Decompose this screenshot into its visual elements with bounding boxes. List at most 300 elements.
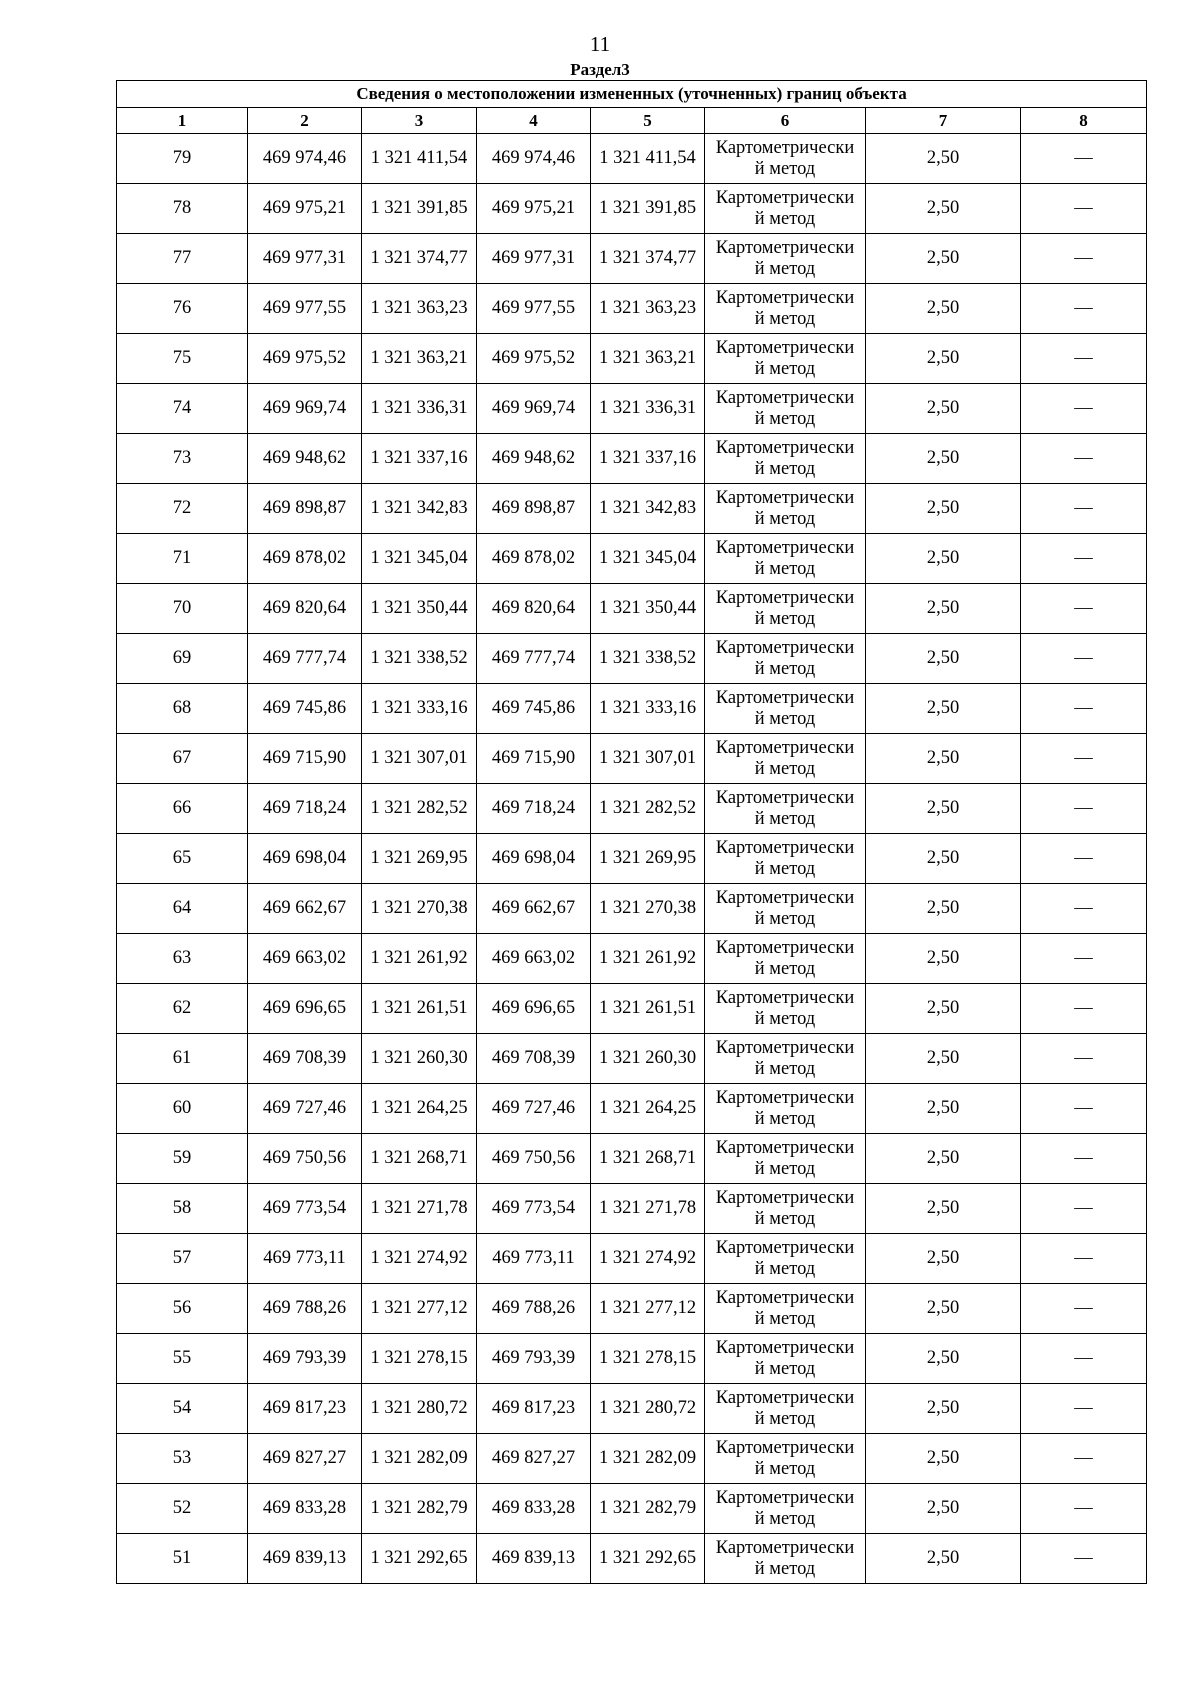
point-number-cell: 74 bbox=[117, 384, 248, 434]
y-existing-cell: 1 321 307,01 bbox=[362, 734, 477, 784]
note-cell: — bbox=[1021, 1034, 1147, 1084]
x-new-cell: 469 969,74 bbox=[477, 384, 591, 434]
accuracy-cell: 2,50 bbox=[866, 534, 1021, 584]
note-cell: — bbox=[1021, 1184, 1147, 1234]
accuracy-cell: 2,50 bbox=[866, 384, 1021, 434]
y-existing-cell: 1 321 342,83 bbox=[362, 484, 477, 534]
column-number: 8 bbox=[1021, 108, 1147, 134]
point-number-cell: 67 bbox=[117, 734, 248, 784]
method-line-1: Картометрически bbox=[715, 537, 855, 558]
column-number: 4 bbox=[477, 108, 591, 134]
x-existing-cell: 469 750,56 bbox=[248, 1134, 362, 1184]
method-cell bbox=[705, 1084, 866, 1134]
x-new-cell: 469 745,86 bbox=[477, 684, 591, 734]
y-new-cell: 1 321 292,65 bbox=[591, 1534, 705, 1584]
y-new-cell: 1 321 278,15 bbox=[591, 1334, 705, 1384]
method-line-1: Картометрически bbox=[715, 1437, 855, 1458]
table-row bbox=[117, 434, 1147, 484]
method-cell bbox=[705, 934, 866, 984]
method-line-2: й метод bbox=[754, 1408, 816, 1429]
point-number-cell: 64 bbox=[117, 884, 248, 934]
y-existing-cell: 1 321 270,38 bbox=[362, 884, 477, 934]
method-line-2: й метод bbox=[754, 608, 816, 629]
method-cell bbox=[705, 584, 866, 634]
table-row bbox=[117, 134, 1147, 184]
y-existing-cell: 1 321 350,44 bbox=[362, 584, 477, 634]
x-new-cell: 469 817,23 bbox=[477, 1384, 591, 1434]
method-cell bbox=[705, 284, 866, 334]
method-line-2: й метод bbox=[754, 458, 816, 479]
method-cell bbox=[705, 334, 866, 384]
column-number: 7 bbox=[866, 108, 1021, 134]
x-existing-cell: 469 788,26 bbox=[248, 1284, 362, 1334]
x-new-cell: 469 773,54 bbox=[477, 1184, 591, 1234]
method-cell bbox=[705, 484, 866, 534]
y-existing-cell: 1 321 264,25 bbox=[362, 1084, 477, 1134]
accuracy-cell: 2,50 bbox=[866, 234, 1021, 284]
method-cell bbox=[705, 1484, 866, 1534]
y-existing-cell: 1 321 271,78 bbox=[362, 1184, 477, 1234]
method-cell bbox=[705, 1234, 866, 1284]
accuracy-cell: 2,50 bbox=[866, 1384, 1021, 1434]
note-cell: — bbox=[1021, 484, 1147, 534]
method-cell bbox=[705, 734, 866, 784]
x-new-cell: 469 708,39 bbox=[477, 1034, 591, 1084]
column-number-row bbox=[117, 108, 1147, 134]
column-number: 6 bbox=[705, 108, 866, 134]
x-existing-cell: 469 745,86 bbox=[248, 684, 362, 734]
accuracy-cell: 2,50 bbox=[866, 1284, 1021, 1334]
x-new-cell: 469 977,55 bbox=[477, 284, 591, 334]
table-row bbox=[117, 734, 1147, 784]
table-caption: Сведения о местоположении измененных (уточненных) границ объекта bbox=[117, 81, 1147, 108]
note-cell: — bbox=[1021, 1284, 1147, 1334]
x-existing-cell: 469 833,28 bbox=[248, 1484, 362, 1534]
x-new-cell: 469 948,62 bbox=[477, 434, 591, 484]
x-existing-cell: 469 820,64 bbox=[248, 584, 362, 634]
y-existing-cell: 1 321 411,54 bbox=[362, 134, 477, 184]
column-number: 3 bbox=[362, 108, 477, 134]
y-existing-cell: 1 321 282,09 bbox=[362, 1434, 477, 1484]
method-line-1: Картометрически bbox=[715, 237, 855, 258]
method-cell bbox=[705, 834, 866, 884]
y-new-cell: 1 321 269,95 bbox=[591, 834, 705, 884]
method-cell bbox=[705, 884, 866, 934]
accuracy-cell: 2,50 bbox=[866, 1134, 1021, 1184]
point-number-cell: 70 bbox=[117, 584, 248, 634]
table-row bbox=[117, 234, 1147, 284]
y-new-cell: 1 321 282,79 bbox=[591, 1484, 705, 1534]
x-new-cell: 469 793,39 bbox=[477, 1334, 591, 1384]
y-existing-cell: 1 321 278,15 bbox=[362, 1334, 477, 1384]
method-cell bbox=[705, 684, 866, 734]
table-row bbox=[117, 884, 1147, 934]
method-line-2: й метод bbox=[754, 908, 816, 929]
y-new-cell: 1 321 264,25 bbox=[591, 1084, 705, 1134]
y-existing-cell: 1 321 261,51 bbox=[362, 984, 477, 1034]
page-number: 11 bbox=[589, 32, 611, 56]
note-cell: — bbox=[1021, 1534, 1147, 1584]
accuracy-cell: 2,50 bbox=[866, 1534, 1021, 1584]
accuracy-cell: 2,50 bbox=[866, 334, 1021, 384]
method-line-2: й метод bbox=[754, 1208, 816, 1229]
method-line-2: й метод bbox=[754, 1458, 816, 1479]
point-number-cell: 60 bbox=[117, 1084, 248, 1134]
method-cell bbox=[705, 1034, 866, 1084]
note-cell: — bbox=[1021, 884, 1147, 934]
note-cell: — bbox=[1021, 1484, 1147, 1534]
table-row bbox=[117, 934, 1147, 984]
table-row bbox=[117, 1134, 1147, 1184]
note-cell: — bbox=[1021, 984, 1147, 1034]
y-existing-cell: 1 321 282,79 bbox=[362, 1484, 477, 1534]
table-row bbox=[117, 684, 1147, 734]
x-existing-cell: 469 977,55 bbox=[248, 284, 362, 334]
y-existing-cell: 1 321 391,85 bbox=[362, 184, 477, 234]
method-line-2: й метод bbox=[754, 508, 816, 529]
accuracy-cell: 2,50 bbox=[866, 1034, 1021, 1084]
y-existing-cell: 1 321 269,95 bbox=[362, 834, 477, 884]
section-title: Раздел3 bbox=[570, 60, 630, 79]
note-cell: — bbox=[1021, 534, 1147, 584]
accuracy-cell: 2,50 bbox=[866, 734, 1021, 784]
x-existing-cell: 469 898,87 bbox=[248, 484, 362, 534]
note-cell: — bbox=[1021, 434, 1147, 484]
boundary-coordinates-table bbox=[116, 80, 1147, 1584]
accuracy-cell: 2,50 bbox=[866, 284, 1021, 334]
column-number: 5 bbox=[591, 108, 705, 134]
point-number-cell: 56 bbox=[117, 1284, 248, 1334]
method-line-1: Картометрически bbox=[715, 387, 855, 408]
point-number-cell: 69 bbox=[117, 634, 248, 684]
x-new-cell: 469 975,21 bbox=[477, 184, 591, 234]
point-number-cell: 62 bbox=[117, 984, 248, 1034]
accuracy-cell: 2,50 bbox=[866, 584, 1021, 634]
y-existing-cell: 1 321 363,21 bbox=[362, 334, 477, 384]
table-row bbox=[117, 1234, 1147, 1284]
table-row bbox=[117, 1484, 1147, 1534]
table-row bbox=[117, 1384, 1147, 1434]
accuracy-cell: 2,50 bbox=[866, 834, 1021, 884]
method-cell bbox=[705, 1134, 866, 1184]
method-line-2: й метод bbox=[754, 1058, 816, 1079]
y-new-cell: 1 321 336,31 bbox=[591, 384, 705, 434]
point-number-cell: 75 bbox=[117, 334, 248, 384]
accuracy-cell: 2,50 bbox=[866, 134, 1021, 184]
y-existing-cell: 1 321 261,92 bbox=[362, 934, 477, 984]
method-line-2: й метод bbox=[754, 408, 816, 429]
note-cell: — bbox=[1021, 234, 1147, 284]
accuracy-cell: 2,50 bbox=[866, 184, 1021, 234]
y-existing-cell: 1 321 345,04 bbox=[362, 534, 477, 584]
method-line-1: Картометрически bbox=[715, 837, 855, 858]
table-row bbox=[117, 1284, 1147, 1334]
method-line-2: й метод bbox=[754, 1308, 816, 1329]
x-new-cell: 469 718,24 bbox=[477, 784, 591, 834]
x-new-cell: 469 839,13 bbox=[477, 1534, 591, 1584]
y-new-cell: 1 321 280,72 bbox=[591, 1384, 705, 1434]
method-line-1: Картометрически bbox=[715, 587, 855, 608]
x-existing-cell: 469 663,02 bbox=[248, 934, 362, 984]
accuracy-cell: 2,50 bbox=[866, 634, 1021, 684]
x-new-cell: 469 977,31 bbox=[477, 234, 591, 284]
table-row bbox=[117, 284, 1147, 334]
point-number-cell: 57 bbox=[117, 1234, 248, 1284]
accuracy-cell: 2,50 bbox=[866, 984, 1021, 1034]
method-line-1: Картометрически bbox=[715, 137, 855, 158]
point-number-cell: 71 bbox=[117, 534, 248, 584]
point-number-cell: 77 bbox=[117, 234, 248, 284]
x-existing-cell: 469 777,74 bbox=[248, 634, 362, 684]
x-existing-cell: 469 948,62 bbox=[248, 434, 362, 484]
point-number-cell: 66 bbox=[117, 784, 248, 834]
y-existing-cell: 1 321 337,16 bbox=[362, 434, 477, 484]
note-cell: — bbox=[1021, 334, 1147, 384]
y-existing-cell: 1 321 338,52 bbox=[362, 634, 477, 684]
method-cell bbox=[705, 1334, 866, 1384]
method-line-1: Картометрически bbox=[715, 1087, 855, 1108]
x-new-cell: 469 820,64 bbox=[477, 584, 591, 634]
method-cell bbox=[705, 384, 866, 434]
x-new-cell: 469 662,67 bbox=[477, 884, 591, 934]
accuracy-cell: 2,50 bbox=[866, 884, 1021, 934]
note-cell: — bbox=[1021, 584, 1147, 634]
method-cell bbox=[705, 984, 866, 1034]
method-line-1: Картометрически bbox=[715, 1337, 855, 1358]
x-existing-cell: 469 773,54 bbox=[248, 1184, 362, 1234]
y-new-cell: 1 321 374,77 bbox=[591, 234, 705, 284]
method-cell bbox=[705, 1284, 866, 1334]
x-existing-cell: 469 773,11 bbox=[248, 1234, 362, 1284]
note-cell: — bbox=[1021, 834, 1147, 884]
point-number-cell: 73 bbox=[117, 434, 248, 484]
note-cell: — bbox=[1021, 1334, 1147, 1384]
table-row bbox=[117, 334, 1147, 384]
method-line-1: Картометрически bbox=[715, 287, 855, 308]
accuracy-cell: 2,50 bbox=[866, 1484, 1021, 1534]
y-new-cell: 1 321 271,78 bbox=[591, 1184, 705, 1234]
method-line-1: Картометрически bbox=[715, 1487, 855, 1508]
method-line-2: й метод bbox=[754, 1358, 816, 1379]
note-cell: — bbox=[1021, 184, 1147, 234]
y-existing-cell: 1 321 268,71 bbox=[362, 1134, 477, 1184]
x-existing-cell: 469 977,31 bbox=[248, 234, 362, 284]
y-new-cell: 1 321 363,23 bbox=[591, 284, 705, 334]
y-new-cell: 1 321 282,52 bbox=[591, 784, 705, 834]
accuracy-cell: 2,50 bbox=[866, 484, 1021, 534]
y-new-cell: 1 321 282,09 bbox=[591, 1434, 705, 1484]
y-existing-cell: 1 321 292,65 bbox=[362, 1534, 477, 1584]
y-new-cell: 1 321 333,16 bbox=[591, 684, 705, 734]
method-line-2: й метод bbox=[754, 1258, 816, 1279]
x-new-cell: 469 788,26 bbox=[477, 1284, 591, 1334]
accuracy-cell: 2,50 bbox=[866, 1434, 1021, 1484]
table-row bbox=[117, 534, 1147, 584]
point-number-cell: 72 bbox=[117, 484, 248, 534]
method-line-2: й метод bbox=[754, 158, 816, 179]
accuracy-cell: 2,50 bbox=[866, 1334, 1021, 1384]
method-line-2: й метод bbox=[754, 958, 816, 979]
note-cell: — bbox=[1021, 1434, 1147, 1484]
method-cell bbox=[705, 234, 866, 284]
point-number-cell: 63 bbox=[117, 934, 248, 984]
method-line-1: Картометрически bbox=[715, 1037, 855, 1058]
table-row bbox=[117, 1184, 1147, 1234]
y-existing-cell: 1 321 333,16 bbox=[362, 684, 477, 734]
method-line-1: Картометрически bbox=[715, 1537, 855, 1558]
x-new-cell: 469 878,02 bbox=[477, 534, 591, 584]
note-cell: — bbox=[1021, 284, 1147, 334]
y-new-cell: 1 321 261,92 bbox=[591, 934, 705, 984]
method-line-1: Картометрически bbox=[715, 787, 855, 808]
x-existing-cell: 469 969,74 bbox=[248, 384, 362, 434]
y-new-cell: 1 321 268,71 bbox=[591, 1134, 705, 1184]
x-existing-cell: 469 696,65 bbox=[248, 984, 362, 1034]
accuracy-cell: 2,50 bbox=[866, 784, 1021, 834]
y-new-cell: 1 321 342,83 bbox=[591, 484, 705, 534]
table-row bbox=[117, 1334, 1147, 1384]
point-number-cell: 65 bbox=[117, 834, 248, 884]
y-new-cell: 1 321 345,04 bbox=[591, 534, 705, 584]
y-new-cell: 1 321 391,85 bbox=[591, 184, 705, 234]
point-number-cell: 68 bbox=[117, 684, 248, 734]
y-new-cell: 1 321 338,52 bbox=[591, 634, 705, 684]
y-existing-cell: 1 321 336,31 bbox=[362, 384, 477, 434]
x-new-cell: 469 974,46 bbox=[477, 134, 591, 184]
method-line-2: й метод bbox=[754, 758, 816, 779]
y-new-cell: 1 321 307,01 bbox=[591, 734, 705, 784]
method-line-2: й метод bbox=[754, 708, 816, 729]
table-row bbox=[117, 834, 1147, 884]
note-cell: — bbox=[1021, 1384, 1147, 1434]
note-cell: — bbox=[1021, 134, 1147, 184]
method-cell bbox=[705, 1534, 866, 1584]
method-line-2: й метод bbox=[754, 1158, 816, 1179]
method-line-1: Картометрически bbox=[715, 437, 855, 458]
y-new-cell: 1 321 277,12 bbox=[591, 1284, 705, 1334]
method-cell bbox=[705, 784, 866, 834]
x-new-cell: 469 777,74 bbox=[477, 634, 591, 684]
x-existing-cell: 469 708,39 bbox=[248, 1034, 362, 1084]
y-existing-cell: 1 321 363,23 bbox=[362, 284, 477, 334]
point-number-cell: 58 bbox=[117, 1184, 248, 1234]
method-cell bbox=[705, 1384, 866, 1434]
method-line-2: й метод bbox=[754, 308, 816, 329]
y-new-cell: 1 321 411,54 bbox=[591, 134, 705, 184]
method-line-1: Картометрически bbox=[715, 887, 855, 908]
x-new-cell: 469 773,11 bbox=[477, 1234, 591, 1284]
x-existing-cell: 469 839,13 bbox=[248, 1534, 362, 1584]
table-row bbox=[117, 1034, 1147, 1084]
point-number-cell: 55 bbox=[117, 1334, 248, 1384]
method-line-2: й метод bbox=[754, 1108, 816, 1129]
method-line-1: Картометрически bbox=[715, 1187, 855, 1208]
method-cell bbox=[705, 134, 866, 184]
table-row bbox=[117, 584, 1147, 634]
accuracy-cell: 2,50 bbox=[866, 1084, 1021, 1134]
x-existing-cell: 469 817,23 bbox=[248, 1384, 362, 1434]
x-existing-cell: 469 975,52 bbox=[248, 334, 362, 384]
column-number: 1 bbox=[117, 108, 248, 134]
y-new-cell: 1 321 274,92 bbox=[591, 1234, 705, 1284]
point-number-cell: 54 bbox=[117, 1384, 248, 1434]
y-existing-cell: 1 321 260,30 bbox=[362, 1034, 477, 1084]
method-line-2: й метод bbox=[754, 358, 816, 379]
y-new-cell: 1 321 337,16 bbox=[591, 434, 705, 484]
method-line-1: Картометрически bbox=[715, 737, 855, 758]
x-existing-cell: 469 698,04 bbox=[248, 834, 362, 884]
x-existing-cell: 469 662,67 bbox=[248, 884, 362, 934]
method-line-2: й метод bbox=[754, 258, 816, 279]
table-row bbox=[117, 384, 1147, 434]
note-cell: — bbox=[1021, 934, 1147, 984]
method-line-1: Картометрически bbox=[715, 1387, 855, 1408]
point-number-cell: 78 bbox=[117, 184, 248, 234]
note-cell: — bbox=[1021, 1134, 1147, 1184]
column-number: 2 bbox=[248, 108, 362, 134]
x-new-cell: 469 698,04 bbox=[477, 834, 591, 884]
note-cell: — bbox=[1021, 1084, 1147, 1134]
x-new-cell: 469 975,52 bbox=[477, 334, 591, 384]
method-line-1: Картометрически bbox=[715, 637, 855, 658]
y-new-cell: 1 321 270,38 bbox=[591, 884, 705, 934]
method-cell bbox=[705, 534, 866, 584]
y-existing-cell: 1 321 274,92 bbox=[362, 1234, 477, 1284]
y-existing-cell: 1 321 280,72 bbox=[362, 1384, 477, 1434]
method-line-1: Картометрически bbox=[715, 937, 855, 958]
method-line-2: й метод bbox=[754, 1508, 816, 1529]
method-line-1: Картометрически bbox=[715, 687, 855, 708]
table-row bbox=[117, 984, 1147, 1034]
method-line-1: Картометрически bbox=[715, 1287, 855, 1308]
method-cell bbox=[705, 184, 866, 234]
x-new-cell: 469 663,02 bbox=[477, 934, 591, 984]
table-row bbox=[117, 1434, 1147, 1484]
table-row bbox=[117, 1534, 1147, 1584]
method-line-2: й метод bbox=[754, 858, 816, 879]
method-cell bbox=[705, 634, 866, 684]
accuracy-cell: 2,50 bbox=[866, 1234, 1021, 1284]
point-number-cell: 79 bbox=[117, 134, 248, 184]
method-line-1: Картометрически bbox=[715, 337, 855, 358]
x-new-cell: 469 827,27 bbox=[477, 1434, 591, 1484]
method-line-2: й метод bbox=[754, 558, 816, 579]
point-number-cell: 52 bbox=[117, 1484, 248, 1534]
point-number-cell: 51 bbox=[117, 1534, 248, 1584]
x-new-cell: 469 833,28 bbox=[477, 1484, 591, 1534]
y-new-cell: 1 321 363,21 bbox=[591, 334, 705, 384]
table-row bbox=[117, 1084, 1147, 1134]
y-existing-cell: 1 321 374,77 bbox=[362, 234, 477, 284]
table-body bbox=[117, 134, 1147, 1584]
method-line-1: Картометрически bbox=[715, 187, 855, 208]
point-number-cell: 61 bbox=[117, 1034, 248, 1084]
note-cell: — bbox=[1021, 634, 1147, 684]
x-new-cell: 469 696,65 bbox=[477, 984, 591, 1034]
note-cell: — bbox=[1021, 734, 1147, 784]
note-cell: — bbox=[1021, 384, 1147, 434]
x-existing-cell: 469 727,46 bbox=[248, 1084, 362, 1134]
method-line-1: Картометрически bbox=[715, 487, 855, 508]
accuracy-cell: 2,50 bbox=[866, 434, 1021, 484]
method-line-2: й метод bbox=[754, 1558, 816, 1579]
x-new-cell: 469 898,87 bbox=[477, 484, 591, 534]
method-cell bbox=[705, 1434, 866, 1484]
method-line-1: Картометрически bbox=[715, 1137, 855, 1158]
y-new-cell: 1 321 350,44 bbox=[591, 584, 705, 634]
method-line-2: й метод bbox=[754, 1008, 816, 1029]
note-cell: — bbox=[1021, 1234, 1147, 1284]
